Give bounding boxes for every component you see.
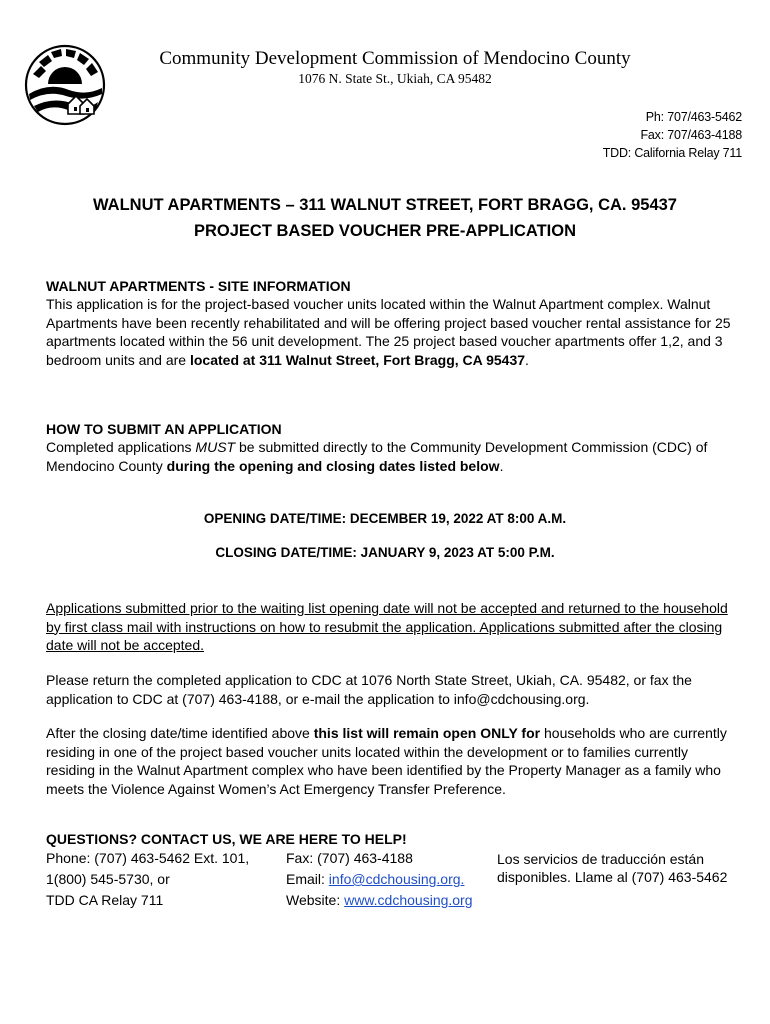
contact-tollfree: 1(800) 545-5730, or	[46, 871, 170, 887]
translation-notice: Los servicios de traducción están disponibles. Llame al (707) 463-5462	[497, 851, 728, 885]
how-to-submit-paragraph: Completed applications MUST be submitted directly to the Community Development Commission (CDC) of Mendocino County during the opening and closing dates listed below.	[46, 439, 708, 474]
closing-date: CLOSING DATE/TIME: JANUARY 9, 2023 AT 5:00 P.M.	[215, 545, 555, 560]
site-info-paragraph: This application is for the project-based voucher units located within the Walnut Apartment complex. Walnut Apartments have been recently rehabilitated and will be offering project based voucher rental assistance for 25 apartments located within the 56 unit development. The 25 project based voucher apartments offer 1,2, and 3 bedroom units and are located at 311 Walnut Street, Fort Bragg, CA 95437.	[46, 296, 731, 368]
organization-address: 1076 N. State St., Ukiah, CA 95482	[298, 71, 492, 86]
how-to-submit-heading: HOW TO SUBMIT AN APPLICATION	[46, 421, 282, 437]
contact-tdd: TDD CA Relay 711	[46, 892, 164, 908]
contact-phone: Phone: (707) 463-5462 Ext. 101,	[46, 850, 250, 866]
contact-fax: Fax: (707) 463-4188	[286, 850, 413, 866]
organization-name: Community Development Commission of Mendocino County	[159, 48, 631, 69]
document-subtitle: PROJECT BASED VOUCHER PRE-APPLICATION	[194, 222, 576, 240]
document-title: WALNUT APARTMENTS – 311 WALNUT STREET, FORT BRAGG, CA. 95437	[93, 196, 677, 214]
contact-heading: QUESTIONS? CONTACT US, WE ARE HERE TO HELP!	[46, 831, 407, 847]
header-fax: Fax: 707/463-4188	[640, 128, 742, 142]
return-instructions: Please return the completed application to CDC at 1076 North State Street, Ukiah, CA. 95482, or fax the application to CDC at (707) 463-4188, or e-mail the application to info@cdchousing.org.	[46, 672, 692, 707]
contact-email-row: Email: info@cdchousing.org.	[286, 871, 465, 887]
after-closing-paragraph: After the closing date/time identified above this list will remain open ONLY for households who are currently residing in one of the project based voucher units located within the development or to families currently residing in the Walnut Apartment complex who have been identified by the Property Manager as a family who meets the Violence Against Women’s Act Emergency Transfer Preference.	[46, 725, 727, 797]
contact-online-column	[286, 848, 473, 911]
submission-warning: Applications submitted prior to the waiting list opening date will not be accepted and returned to the household by first class mail with instructions on how to resubmit the application. Applications submitted after the closing date will not be accepted.	[46, 600, 728, 654]
site-info-heading: WALNUT APARTMENTS - SITE INFORMATION	[46, 278, 351, 294]
website-link[interactable]: www.cdchousing.org	[344, 892, 473, 908]
header-phone: Ph: 707/463-5462	[645, 110, 742, 124]
email-link[interactable]: info@cdchousing.org.	[328, 871, 465, 887]
opening-date: OPENING DATE/TIME: DECEMBER 19, 2022 AT 8:00 A.M.	[203, 511, 567, 526]
contact-phone-column	[46, 848, 249, 911]
header-tdd: TDD: California Relay 711	[602, 146, 742, 160]
contact-website-row: Website: www.cdchousing.org	[286, 892, 473, 908]
